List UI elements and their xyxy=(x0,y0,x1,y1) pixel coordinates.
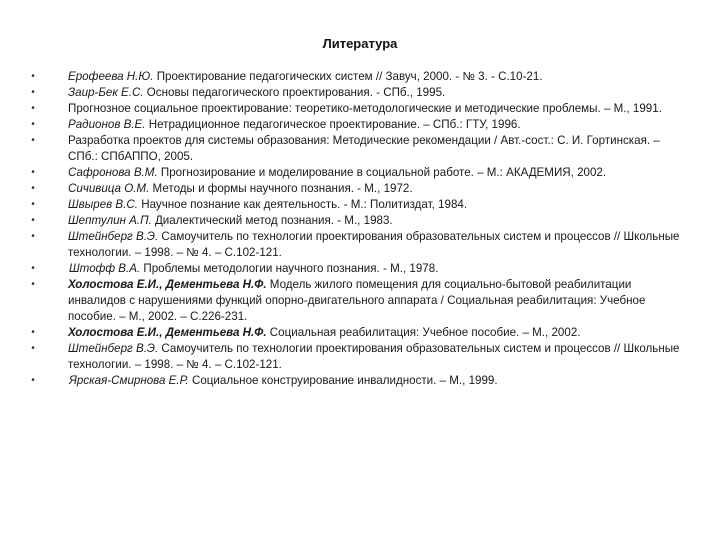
reference-item xyxy=(28,197,692,213)
reference-text: Социальное конструирование инвалидности. – М., 1999. xyxy=(188,374,498,387)
reference-text: Самоучитель по технологии проектирования образовательных систем и процессов // Школьные технологии. – 1998. – № 4. – С.102-121. xyxy=(68,230,680,259)
bullet-icon: • xyxy=(31,199,35,210)
bullet-icon: • xyxy=(31,263,35,274)
bullet-icon: • xyxy=(31,343,35,354)
page-title: Литература xyxy=(322,36,398,51)
reference-text: Научное познание как деятельность. - М.: Политиздат, 1984. xyxy=(137,198,468,211)
reference-item xyxy=(28,85,692,101)
bullet-icon: • xyxy=(31,103,35,114)
reference-item xyxy=(28,277,692,325)
reference-item xyxy=(28,229,692,261)
reference-item xyxy=(28,117,692,133)
bullet-icon: • xyxy=(31,135,35,146)
bullet-icon: • xyxy=(31,279,35,290)
bullet-icon: • xyxy=(31,183,35,194)
reference-list xyxy=(28,69,692,389)
reference-author: Заир-Бек Е.С. xyxy=(68,86,144,99)
reference-text: Модель жилого помещения для социально-бытовой реабилитации инвалидов с нарушениями функций опорно-двигательного аппарата / Социальная реабилитация: Учебное пособие. – М., 2002. – С.226-231. xyxy=(68,278,646,323)
reference-item xyxy=(28,101,692,117)
reference-text: Основы педагогического проектирования. - СПб., 1995. xyxy=(143,86,446,99)
reference-author: Радионов В.Е. xyxy=(68,118,146,131)
reference-author: Штейнберг В.Э. xyxy=(68,230,159,243)
reference-text: Разработка проектов для системы образования: Методические рекомендации / Авт.-сост.: С. И. Гортинская. – СПб.: СПбАППО, 2005. xyxy=(68,134,660,163)
reference-item xyxy=(28,181,692,197)
reference-text: Социальная реабилитация: Учебное пособие. – М., 2002. xyxy=(266,326,581,339)
reference-text: Проблемы методологии научного познания. - М., 1978. xyxy=(140,262,439,275)
reference-text: Прогнозирование и моделирование в социальной работе. – М.: АКАДЕМИЯ, 2002. xyxy=(157,166,607,179)
bullet-icon: • xyxy=(31,327,35,338)
reference-item xyxy=(28,261,692,277)
reference-text: Проектирование педагогических систем // Завуч, 2000. - № 3. - С.10-21. xyxy=(153,70,543,83)
reference-author: Холостова Е.И., Дементьева Н.Ф. xyxy=(68,278,267,291)
reference-author: Холостова Е.И., Дементьева Н.Ф. xyxy=(68,326,267,339)
bullet-icon: • xyxy=(31,215,35,226)
reference-author: Шептулин А.П. xyxy=(68,214,152,227)
bullet-icon: • xyxy=(31,71,35,82)
reference-author: Сичивица О.М. xyxy=(68,182,150,195)
reference-author: Швырев В.С. xyxy=(68,198,138,211)
reference-item xyxy=(28,213,692,229)
reference-author: Сафронова В.М. xyxy=(68,166,158,179)
reference-author: Ерофеева Н.Ю. xyxy=(68,70,154,83)
reference-text: Прогнозное социальное проектирование: теоретико-методологические и методические проблемы. – М., 1991. xyxy=(68,102,662,115)
reference-item xyxy=(28,341,692,373)
reference-item xyxy=(28,165,692,181)
bullet-icon: • xyxy=(31,167,35,178)
reference-item xyxy=(28,325,692,341)
reference-text: Методы и формы научного познания. - М., 1972. xyxy=(149,182,413,195)
reference-text: Самоучитель по технологии проектирования образовательных систем и процессов // Школьные технологии. – 1998. – № 4. – С.102-121. xyxy=(68,342,680,371)
bullet-icon: • xyxy=(31,119,35,130)
reference-author: Штейнберг В.Э. xyxy=(68,342,159,355)
reference-item xyxy=(28,69,692,85)
reference-text: Диалектический метод познания. - М., 1983. xyxy=(151,214,393,227)
reference-item xyxy=(28,133,692,165)
bullet-icon: • xyxy=(31,375,35,386)
reference-item xyxy=(28,373,692,389)
reference-author: Штофф В.А. xyxy=(69,262,141,275)
reference-author: Ярская-Смирнова Е.Р. xyxy=(69,374,189,387)
bullet-icon: • xyxy=(31,231,35,242)
bullet-icon: • xyxy=(31,87,35,98)
reference-text: Нетрадиционное педагогическое проектирование. – СПб.: ГТУ, 1996. xyxy=(145,118,521,131)
